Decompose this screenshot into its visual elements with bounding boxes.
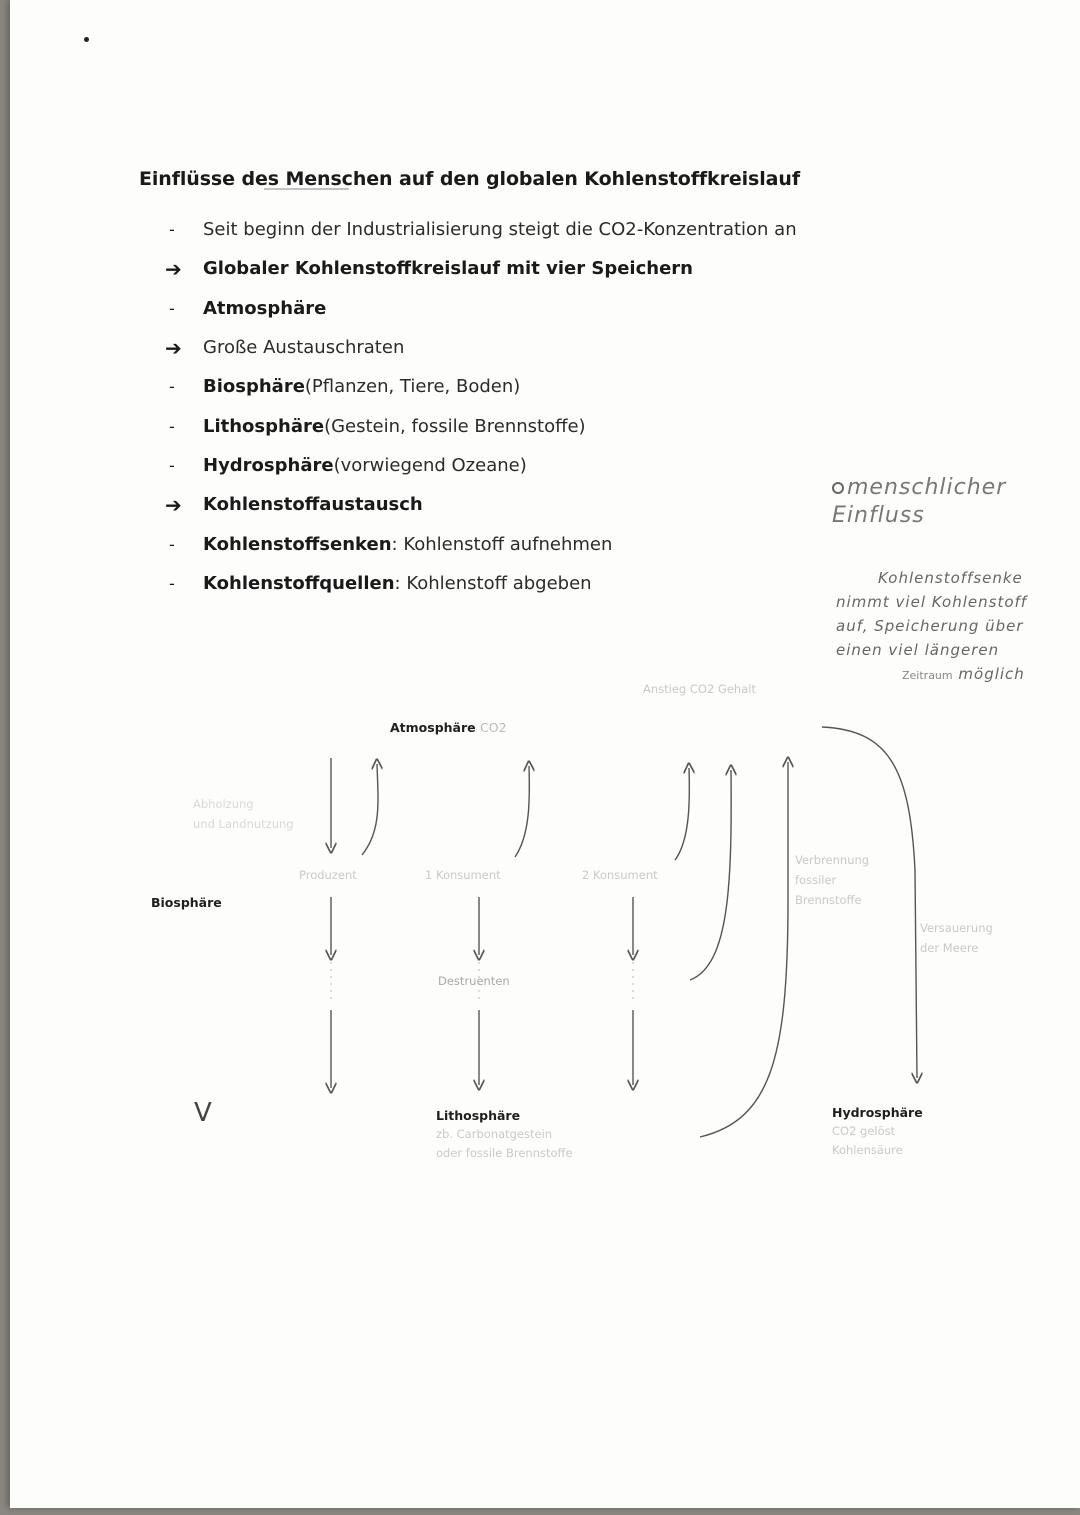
arrow-decomposition-to-atmosphere	[690, 770, 731, 980]
list-item: ➔ Globaler Kohlenstoffkreislauf mit vier Speichern	[165, 256, 693, 281]
label-ocean-acidification: Versauerung der Meere	[920, 921, 993, 955]
list-item: - Lithosphäre (Gestein, fossile Brennstoffe)	[169, 415, 586, 437]
label-deforestation: Abholzung und Landnutzung	[193, 797, 294, 831]
list-item: - Seit beginn der Industrialisierung steigt die CO2-Konzentration an	[169, 219, 797, 241]
node-producer: Produzent	[299, 868, 357, 882]
arrow-fossil-combustion	[700, 762, 788, 1137]
handwritten-note-influence: menschlicher Einfluss	[832, 475, 1007, 528]
node-consumer-1: 1 Konsument	[425, 868, 501, 882]
arrow-icon: ➔	[165, 335, 182, 360]
list-item: - Biosphäre (Pflanzen, Tiere, Boden)	[169, 376, 521, 398]
list-item: ➔ Große Austauschraten	[165, 335, 405, 360]
label-co2-rise: Anstieg CO2 Gehalt	[643, 682, 756, 696]
arrow-consumer2-to-atmosphere	[675, 768, 689, 860]
paper-sheet	[10, 0, 1080, 1508]
handwritten-note-sink: Kohlenstoffsenke nimmt viel Kohlenstoff auf, Speicherung über einen viel längeren Zeitraum möglich	[836, 569, 1028, 683]
list-item: - Kohlenstoffsenken : Kohlenstoff aufnehmen	[169, 533, 613, 555]
node-lithosphere: Lithosphäre zb. Carbonatgestein oder fossile Brennstoffe	[436, 1108, 573, 1160]
node-consumer-2: 2 Konsument	[582, 868, 658, 882]
carbon-cycle-diagram	[10, 0, 1080, 1508]
list-item: ➔ Kohlenstoffaustausch	[165, 492, 423, 517]
list-item: - Kohlenstoffquellen : Kohlenstoff abgeben	[169, 572, 592, 594]
node-biosphere: Biosphäre	[151, 895, 222, 910]
node-atmosphere: Atmosphäre CO2	[390, 720, 507, 735]
page-title: Einflüsse des Menschen auf den globalen Kohlenstoffkreislauf	[139, 168, 800, 190]
checkmark-icon: V	[194, 1098, 213, 1128]
arrow-producer-to-atmosphere	[362, 764, 378, 855]
node-hydrosphere: Hydrosphäre CO2 gelöst Kohlensäure	[832, 1105, 923, 1157]
list-item: - Hydrosphäre (vorwiegend Ozeane)	[169, 454, 527, 476]
label-fossil-combustion: Verbrennung fossiler Brennstoffe	[795, 853, 870, 907]
arrow-icon: ➔	[165, 256, 182, 281]
list-item: - Atmosphäre	[169, 297, 327, 319]
node-decomposer: Destruenten	[438, 974, 510, 988]
arrow-consumer1-to-atmosphere	[515, 766, 529, 857]
arrow-icon: ➔	[165, 492, 182, 517]
